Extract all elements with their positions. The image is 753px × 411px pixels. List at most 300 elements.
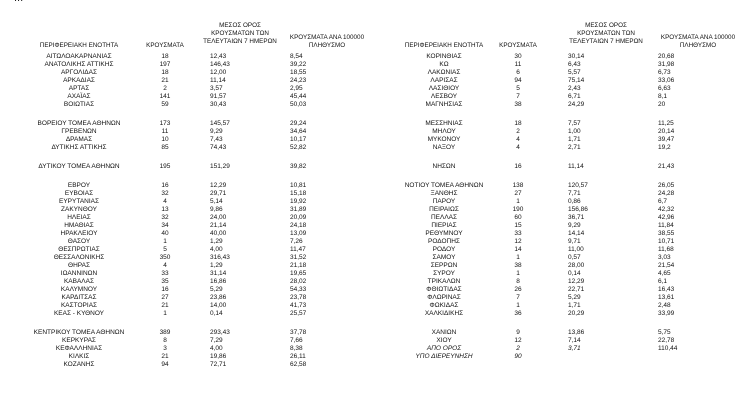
left-cases-cell: 40 bbox=[161, 230, 169, 237]
left-avg7-cell: 5,14 bbox=[210, 198, 223, 205]
header-avg7-right bbox=[560, 22, 652, 46]
left-cases-cell: 35 bbox=[161, 278, 169, 285]
left-region-cell: ΚΕΡΚΥΡΑΣ bbox=[62, 337, 96, 344]
right-cases-cell: 12 bbox=[514, 238, 522, 245]
right-cases-cell: 16 bbox=[514, 163, 522, 170]
right-per100k-cell: 26,05 bbox=[658, 182, 675, 189]
left-avg7-cell: 11,14 bbox=[210, 77, 226, 84]
right-avg7-cell: 0,14 bbox=[568, 270, 581, 277]
right-region-cell: ΥΠΟ ΔΙΕΡΕΥΝΗΣΗ bbox=[415, 353, 473, 360]
left-per100k-cell: 7,26 bbox=[290, 238, 303, 245]
right-avg7-cell: 13,86 bbox=[568, 329, 585, 336]
right-avg7-cell: 1,71 bbox=[568, 302, 581, 309]
right-per100k-cell: 13,61 bbox=[658, 294, 675, 301]
left-region-cell: ΑΡΓΟΛΙΔΑΣ bbox=[60, 69, 98, 76]
right-per100k-cell: 6,1 bbox=[658, 278, 668, 285]
left-avg7-cell: 12,00 bbox=[210, 69, 227, 76]
right-per100k-cell: 33,99 bbox=[658, 310, 675, 317]
right-region-cell: ΣΥΡΟΥ bbox=[433, 270, 455, 277]
right-per100k-cell: 11,84 bbox=[658, 222, 674, 229]
right-per100k-cell: 31,98 bbox=[658, 61, 675, 68]
right-avg7-cell: 14,14 bbox=[568, 230, 585, 237]
left-per100k-cell: 15,18 bbox=[290, 190, 307, 197]
right-cases-cell: 18 bbox=[514, 120, 522, 127]
header-per100k-line1: ΚΡΟΥΣΜΑΤΑ ΑΝΑ 100000 bbox=[660, 34, 736, 41]
right-region-cell: ΚΩ bbox=[439, 61, 449, 68]
left-region-cell: ΗΛΕΙΑΣ bbox=[67, 214, 91, 221]
table-row bbox=[0, 246, 753, 254]
left-per100k-cell: 54,33 bbox=[290, 286, 307, 293]
right-cases-cell: 14 bbox=[514, 246, 522, 253]
right-per100k-cell: 39,47 bbox=[658, 136, 675, 143]
right-cases-cell: 5 bbox=[516, 85, 520, 92]
left-avg7-cell: 3,57 bbox=[210, 85, 223, 92]
right-per100k-cell: 33,06 bbox=[658, 77, 675, 84]
left-cases-cell: 16 bbox=[161, 182, 169, 189]
right-per100k-cell: 6,7 bbox=[658, 198, 668, 205]
right-cases-cell: 7 bbox=[516, 294, 520, 301]
right-cases-cell: 2 bbox=[516, 345, 520, 352]
left-per100k-cell: 28,02 bbox=[290, 278, 307, 285]
table-row bbox=[0, 222, 753, 230]
left-avg7-cell: 4,00 bbox=[210, 345, 223, 352]
table-row bbox=[0, 238, 753, 246]
right-avg7-cell: 9,29 bbox=[568, 222, 581, 229]
right-per100k-cell: 20 bbox=[658, 101, 666, 108]
header-per100k-line2: ΠΛΗΘΥΣΜΟ bbox=[679, 42, 717, 49]
left-region-cell: ΚΕΦΑΛΛΗΝΙΑΣ bbox=[55, 345, 103, 352]
left-cases-cell: 21 bbox=[161, 302, 169, 309]
header-per100k-line1: ΚΡΟΥΣΜΑΤΑ ΑΝΑ 100000 bbox=[289, 34, 365, 41]
left-avg7-cell: 4,00 bbox=[210, 246, 223, 253]
left-region-cell: ΘΕΣΣΑΛΟΝΙΚΗΣ bbox=[53, 254, 105, 261]
left-cases-cell: 13 bbox=[161, 206, 169, 213]
right-avg7-cell: 75,14 bbox=[568, 77, 585, 84]
right-avg7-cell: 11,00 bbox=[568, 246, 584, 253]
left-avg7-cell: 72,71 bbox=[210, 361, 227, 368]
table-row bbox=[0, 190, 753, 198]
right-cases-cell: 30 bbox=[514, 53, 522, 60]
right-avg7-cell: 20,29 bbox=[568, 310, 585, 317]
header-cases-right: ΚΡΟΥΣΜΑΤΑ bbox=[499, 42, 537, 49]
left-per100k-cell: 2,95 bbox=[290, 85, 303, 92]
right-avg7-cell: 1,00 bbox=[568, 128, 581, 135]
right-avg7-cell: 30,14 bbox=[568, 53, 585, 60]
left-cases-cell: 389 bbox=[159, 329, 171, 336]
right-region-cell: ΠΙΕΡΙΑΣ bbox=[431, 222, 457, 229]
left-avg7-cell: 91,57 bbox=[210, 93, 227, 100]
table-row bbox=[0, 214, 753, 222]
right-avg7-cell: 2,71 bbox=[568, 144, 581, 151]
right-avg7-cell: 5,29 bbox=[568, 294, 581, 301]
table-row bbox=[0, 278, 753, 286]
right-cases-cell: 2 bbox=[516, 128, 520, 135]
right-cases-cell: 60 bbox=[514, 214, 522, 221]
left-region-cell: ΓΡΕΒΕΝΩΝ bbox=[61, 128, 97, 135]
left-avg7-cell: 12,43 bbox=[210, 53, 227, 60]
left-avg7-cell: 9,29 bbox=[210, 128, 223, 135]
right-avg7-cell: 6,71 bbox=[568, 93, 581, 100]
right-region-cell: ΝΑΞΟΥ bbox=[432, 144, 456, 151]
left-per100k-cell: 19,65 bbox=[290, 270, 307, 277]
left-per100k-cell: 52,82 bbox=[290, 144, 307, 151]
table-row bbox=[0, 144, 753, 152]
right-region-cell: ΡΟΔΟΥ bbox=[432, 246, 456, 253]
right-avg7-cell: 36,71 bbox=[568, 214, 585, 221]
right-region-cell: ΛΕΣΒΟΥ bbox=[430, 93, 458, 100]
header-avg7-line2: ΚΡΟΥΣΜΑΤΩΝ ΤΩΝ bbox=[577, 30, 635, 37]
left-region-cell: ΚΟΖΑΝΗΣ bbox=[63, 361, 95, 368]
left-cases-cell: 2 bbox=[163, 85, 167, 92]
left-region-cell: ΗΡΑΚΛΕΙΟΥ bbox=[60, 230, 98, 237]
left-per100k-cell: 20,09 bbox=[290, 214, 307, 221]
left-avg7-cell: 7,29 bbox=[210, 337, 223, 344]
header-avg7-line3: ΤΕΛΕΥΤΑΙΩΝ 7 ΗΜΕΡΩΝ bbox=[569, 38, 643, 45]
right-avg7-cell: 0,57 bbox=[568, 254, 581, 261]
right-avg7-cell: 7,71 bbox=[568, 190, 581, 197]
left-cases-cell: 4 bbox=[163, 198, 167, 205]
left-region-cell: ΑΡΤΑΣ bbox=[68, 85, 90, 92]
left-cases-cell: 59 bbox=[161, 101, 169, 108]
table-row bbox=[0, 302, 753, 310]
right-per100k-cell: 6,73 bbox=[658, 69, 671, 76]
right-avg7-cell: 3,71 bbox=[568, 345, 581, 352]
left-per100k-cell: 18,55 bbox=[290, 69, 307, 76]
right-region-cell: ΧΙΟΥ bbox=[436, 337, 452, 344]
right-avg7-cell: 2,43 bbox=[568, 85, 581, 92]
table-row bbox=[0, 337, 753, 345]
table-row bbox=[0, 69, 753, 77]
left-region-cell: ΚΕΑΣ - ΚΥΘΝΟΥ bbox=[53, 310, 105, 317]
left-avg7-cell: 74,43 bbox=[210, 144, 227, 151]
left-region-cell: ΑΧΑΪΑΣ bbox=[67, 93, 91, 100]
left-cases-cell: 197 bbox=[159, 61, 171, 68]
left-per100k-cell: 31,52 bbox=[290, 254, 307, 261]
left-per100k-cell: 39,82 bbox=[290, 163, 307, 170]
right-per100k-cell: 24,28 bbox=[658, 190, 675, 197]
right-region-cell: ΦΘΙΩΤΙΔΑΣ bbox=[426, 286, 462, 293]
left-per100k-cell: 24,18 bbox=[290, 222, 307, 229]
left-avg7-cell: 316,43 bbox=[210, 254, 230, 261]
left-cases-cell: 21 bbox=[161, 77, 169, 84]
header-region-left: ΠΕΡΙΦΕΡΕΙΑΚΗ ΕΝΟΤΗΤΑ bbox=[39, 42, 119, 49]
left-per100k-cell: 29,24 bbox=[290, 120, 307, 127]
right-per100k-cell: 20,68 bbox=[658, 53, 675, 60]
left-avg7-cell: 24,00 bbox=[210, 214, 227, 221]
right-region-cell: ΣΑΜΟΥ bbox=[432, 254, 456, 261]
right-cases-cell: 1 bbox=[516, 198, 520, 205]
right-region-cell: ΣΕΡΡΩΝ bbox=[430, 262, 458, 269]
left-avg7-cell: 293,43 bbox=[210, 329, 230, 336]
right-region-cell: ΦΛΩΡΙΝΑΣ bbox=[427, 294, 461, 301]
right-cases-cell: 1 bbox=[516, 254, 520, 261]
header-avg7-line3: ΤΕΛΕΥΤΑΙΩΝ 7 ΗΜΕΡΩΝ bbox=[203, 38, 277, 45]
table-row bbox=[0, 294, 753, 302]
left-avg7-cell: 40,00 bbox=[210, 230, 227, 237]
right-per100k-cell: 11,25 bbox=[658, 120, 674, 127]
header-per100k-right bbox=[650, 34, 746, 50]
right-region-cell: ΜΗΛΟΥ bbox=[432, 128, 456, 135]
right-region-cell: ΠΑΡΟΥ bbox=[432, 198, 456, 205]
left-per100k-cell: 25,57 bbox=[290, 310, 307, 317]
right-region-cell: ΠΕΙΡΑΙΩΣ bbox=[429, 206, 459, 213]
right-avg7-cell: 9,71 bbox=[568, 238, 581, 245]
right-cases-cell: 4 bbox=[516, 136, 520, 143]
table-row bbox=[0, 136, 753, 144]
left-per100k-cell: 31,89 bbox=[290, 206, 307, 213]
right-region-cell: ΦΩΚΙΔΑΣ bbox=[429, 302, 459, 309]
right-cases-cell: 15 bbox=[514, 222, 522, 229]
table-row bbox=[0, 198, 753, 206]
right-cases-cell: 6 bbox=[516, 69, 520, 76]
header-avg7-line2: ΚΡΟΥΣΜΑΤΩΝ ΤΩΝ bbox=[211, 30, 269, 37]
table-row bbox=[0, 310, 753, 318]
table-row bbox=[0, 128, 753, 136]
header-avg7-line1: ΜΕΣΟΣ ΟΡΟΣ bbox=[585, 22, 627, 29]
left-per100k-cell: 13,09 bbox=[290, 230, 307, 237]
left-avg7-cell: 30,43 bbox=[210, 101, 227, 108]
left-cases-cell: 11 bbox=[161, 128, 169, 135]
header-per100k-line2: ΠΛΗΘΥΣΜΟ bbox=[308, 42, 346, 49]
left-region-cell: ΗΜΑΘΙΑΣ bbox=[64, 222, 94, 229]
right-region-cell: ΜΑΓΝΗΣΙΑΣ bbox=[425, 101, 463, 108]
left-avg7-cell: 146,43 bbox=[210, 61, 230, 68]
left-region-cell: ΚΑΒΑΛΑΣ bbox=[63, 278, 95, 285]
left-cases-cell: 32 bbox=[161, 190, 169, 197]
left-cases-cell: 173 bbox=[159, 120, 171, 127]
left-region-cell: ΒΟΡΕΙΟΥ ΤΟΜΕΑ ΑΘΗΝΩΝ bbox=[37, 120, 121, 127]
page-top-text bbox=[14, 0, 23, 4]
left-cases-cell: 8 bbox=[163, 337, 167, 344]
right-region-cell: ΛΑΚΩΝΙΑΣ bbox=[427, 69, 461, 76]
left-region-cell: ΚΙΛΚΙΣ bbox=[68, 353, 90, 360]
left-region-cell: ΔΡΑΜΑΣ bbox=[65, 136, 93, 143]
right-cases-cell: 190 bbox=[512, 206, 524, 213]
right-per100k-cell: 4,65 bbox=[658, 270, 671, 277]
left-cases-cell: 4 bbox=[163, 262, 167, 269]
right-avg7-cell: 1,71 bbox=[568, 136, 581, 143]
right-cases-cell: 26 bbox=[514, 286, 522, 293]
right-region-cell: ΝΟΤΙΟΥ ΤΟΜΕΑ ΑΘΗΝΩΝ bbox=[404, 182, 484, 189]
right-per100k-cell: 16,43 bbox=[658, 286, 675, 293]
right-cases-cell: 12 bbox=[514, 337, 522, 344]
right-per100k-cell: 20,14 bbox=[658, 128, 675, 135]
table-row bbox=[0, 93, 753, 101]
left-cases-cell: 27 bbox=[161, 294, 169, 301]
table-row bbox=[0, 101, 753, 109]
right-per100k-cell: 5,75 bbox=[658, 329, 671, 336]
left-per100k-cell: 24,23 bbox=[290, 77, 307, 84]
left-avg7-cell: 14,00 bbox=[210, 302, 227, 309]
right-per100k-cell: 11,68 bbox=[658, 246, 674, 253]
table-row bbox=[0, 262, 753, 270]
left-per100k-cell: 37,78 bbox=[290, 329, 307, 336]
table-row bbox=[0, 270, 753, 278]
left-avg7-cell: 31,14 bbox=[210, 270, 227, 277]
left-region-cell: ΕΥΒΟΙΑΣ bbox=[64, 190, 94, 197]
right-cases-cell: 11 bbox=[514, 61, 522, 68]
left-region-cell: ΘΗΡΑΣ bbox=[68, 262, 90, 269]
table-row bbox=[0, 120, 753, 128]
left-region-cell: ΑΡΚΑΔΙΑΣ bbox=[63, 77, 95, 84]
right-region-cell: ΛΑΡΙΣΑΣ bbox=[430, 77, 458, 84]
right-per100k-cell: 38,55 bbox=[658, 230, 675, 237]
right-cases-cell: 36 bbox=[514, 310, 522, 317]
table-row bbox=[0, 230, 753, 238]
right-region-cell: ΜΥΚΟΝΟΥ bbox=[427, 136, 461, 143]
right-cases-cell: 1 bbox=[516, 302, 520, 309]
left-cases-cell: 141 bbox=[159, 93, 171, 100]
left-cases-cell: 1 bbox=[163, 310, 167, 317]
left-avg7-cell: 1,29 bbox=[210, 238, 223, 245]
left-cases-cell: 18 bbox=[161, 53, 169, 60]
right-cases-cell: 9 bbox=[516, 329, 520, 336]
left-cases-cell: 350 bbox=[159, 254, 171, 261]
left-per100k-cell: 8,38 bbox=[290, 345, 303, 352]
right-per100k-cell: 21,43 bbox=[658, 163, 675, 170]
right-per100k-cell: 3,03 bbox=[658, 254, 671, 261]
table-row bbox=[0, 254, 753, 262]
right-avg7-cell: 0,86 bbox=[568, 198, 581, 205]
right-region-cell: ΑΠΟ ΟΡΟΣ bbox=[426, 345, 462, 352]
left-region-cell: ΔΥΤΙΚΟΥ ΤΟΜΕΑ ΑΘΗΝΩΝ bbox=[38, 163, 120, 170]
left-cases-cell: 21 bbox=[161, 353, 169, 360]
right-avg7-cell: 6,43 bbox=[568, 61, 581, 68]
right-cases-cell: 38 bbox=[514, 101, 522, 108]
right-per100k-cell: 21,54 bbox=[658, 262, 675, 269]
left-cases-cell: 32 bbox=[161, 214, 169, 221]
left-cases-cell: 85 bbox=[161, 144, 169, 151]
left-per100k-cell: 26,11 bbox=[290, 353, 306, 360]
right-per100k-cell: 2,48 bbox=[658, 302, 671, 309]
left-cases-cell: 10 bbox=[161, 136, 169, 143]
left-region-cell: ΕΥΡΥΤΑΝΙΑΣ bbox=[58, 198, 100, 205]
right-region-cell: ΜΕΣΣΗΝΙΑΣ bbox=[425, 120, 463, 127]
left-cases-cell: 16 bbox=[161, 286, 169, 293]
left-per100k-cell: 41,73 bbox=[290, 302, 307, 309]
right-cases-cell: 1 bbox=[516, 270, 520, 277]
left-avg7-cell: 16,86 bbox=[210, 278, 227, 285]
right-avg7-cell: 24,29 bbox=[568, 101, 585, 108]
right-avg7-cell: 156,86 bbox=[568, 206, 588, 213]
left-per100k-cell: 10,81 bbox=[290, 182, 307, 189]
left-avg7-cell: 1,29 bbox=[210, 262, 223, 269]
right-per100k-cell: 110,44 bbox=[658, 345, 678, 352]
left-region-cell: ΚΕΝΤΡΙΚΟΥ ΤΟΜΕΑ ΑΘΗΝΩΝ bbox=[33, 329, 125, 336]
right-avg7-cell: 22,71 bbox=[568, 286, 585, 293]
table-row bbox=[0, 345, 753, 353]
left-region-cell: ΚΑΛΥΜΝΟΥ bbox=[60, 286, 98, 293]
right-region-cell: ΤΡΙΚΑΛΩΝ bbox=[427, 278, 461, 285]
table-row bbox=[0, 85, 753, 93]
left-per100k-cell: 45,44 bbox=[290, 93, 307, 100]
right-avg7-cell: 7,57 bbox=[568, 120, 581, 127]
left-cases-cell: 195 bbox=[159, 163, 171, 170]
left-avg7-cell: 7,43 bbox=[210, 136, 223, 143]
left-per100k-cell: 8,54 bbox=[290, 53, 303, 60]
left-cases-cell: 3 bbox=[163, 345, 167, 352]
right-per100k-cell: 42,32 bbox=[658, 206, 675, 213]
left-avg7-cell: 29,71 bbox=[210, 190, 227, 197]
left-avg7-cell: 23,86 bbox=[210, 294, 227, 301]
table-row bbox=[0, 329, 753, 337]
header-cases-left: ΚΡΟΥΣΜΑΤΑ bbox=[146, 42, 184, 49]
left-per100k-cell: 39,22 bbox=[290, 61, 307, 68]
right-cases-cell: 7 bbox=[516, 93, 520, 100]
header-avg7-left bbox=[198, 22, 282, 46]
table-row bbox=[0, 182, 753, 190]
left-region-cell: ΚΑΣΤΟΡΙΑΣ bbox=[60, 302, 98, 309]
right-per100k-cell: 10,71 bbox=[658, 238, 675, 245]
right-cases-cell: 90 bbox=[514, 353, 522, 360]
right-per100k-cell: 19,2 bbox=[658, 144, 671, 151]
right-avg7-cell: 12,29 bbox=[568, 278, 585, 285]
right-per100k-cell: 6,63 bbox=[658, 85, 671, 92]
right-region-cell: ΧΑΛΚΙΔΙΚΗΣ bbox=[424, 310, 464, 317]
right-avg7-cell: 11,14 bbox=[568, 163, 584, 170]
table-row bbox=[0, 206, 753, 214]
right-per100k-cell: 8,1 bbox=[658, 93, 668, 100]
left-avg7-cell: 151,29 bbox=[210, 163, 230, 170]
left-avg7-cell: 12,29 bbox=[210, 182, 227, 189]
right-region-cell: ΠΕΛΛΑΣ bbox=[430, 214, 458, 221]
left-per100k-cell: 7,66 bbox=[290, 337, 303, 344]
left-region-cell: ΖΑΚΥΝΘΟΥ bbox=[61, 206, 97, 213]
table-row bbox=[0, 61, 753, 69]
right-avg7-cell: 7,14 bbox=[568, 337, 581, 344]
left-avg7-cell: 5,29 bbox=[210, 286, 223, 293]
left-per100k-cell: 21,18 bbox=[290, 262, 307, 269]
left-cases-cell: 18 bbox=[161, 69, 169, 76]
left-cases-cell: 1 bbox=[163, 238, 167, 245]
left-region-cell: ΔΥΤΙΚΗΣ ΑΤΤΙΚΗΣ bbox=[51, 144, 107, 151]
right-cases-cell: 27 bbox=[514, 190, 522, 197]
left-cases-cell: 94 bbox=[161, 361, 169, 368]
left-per100k-cell: 34,64 bbox=[290, 128, 307, 135]
right-avg7-cell: 5,57 bbox=[568, 69, 581, 76]
table-row bbox=[0, 53, 753, 61]
left-cases-cell: 34 bbox=[161, 222, 169, 229]
header-per100k-left bbox=[284, 34, 370, 50]
right-avg7-cell: 120,57 bbox=[568, 182, 588, 189]
right-region-cell: ΛΑΣΙΘΙΟΥ bbox=[428, 85, 460, 92]
left-per100k-cell: 19,92 bbox=[290, 198, 307, 205]
page-top-text-fragment bbox=[0, 0, 753, 16]
right-cases-cell: 33 bbox=[514, 230, 522, 237]
right-region-cell: ΧΑΝΙΩΝ bbox=[431, 329, 457, 336]
left-region-cell: ΚΑΡΔΙΤΣΑΣ bbox=[61, 294, 97, 301]
right-region-cell: ΚΟΡΙΝΘΙΑΣ bbox=[426, 53, 462, 60]
left-per100k-cell: 10,17 bbox=[290, 136, 307, 143]
left-avg7-cell: 145,57 bbox=[210, 120, 230, 127]
left-cases-cell: 5 bbox=[163, 246, 167, 253]
left-avg7-cell: 9,86 bbox=[210, 206, 223, 213]
left-per100k-cell: 23,78 bbox=[290, 294, 307, 301]
left-avg7-cell: 0,14 bbox=[210, 310, 223, 317]
right-cases-cell: 38 bbox=[514, 262, 522, 269]
table-row bbox=[0, 77, 753, 85]
table-row bbox=[0, 361, 753, 369]
left-region-cell: ΘΑΣΟΥ bbox=[67, 238, 91, 245]
table-row bbox=[0, 163, 753, 171]
header-region-right: ΠΕΡΙΦΕΡΕΙΑΚΗ ΕΝΟΤΗΤΑ bbox=[404, 42, 484, 49]
right-per100k-cell: 22,78 bbox=[658, 337, 675, 344]
right-per100k-cell: 42,96 bbox=[658, 214, 675, 221]
left-per100k-cell: 50,03 bbox=[290, 101, 307, 108]
left-region-cell: ΙΩΑΝΝΙΝΩΝ bbox=[60, 270, 98, 277]
left-region-cell: ΘΕΣΠΡΩΤΙΑΣ bbox=[58, 246, 100, 253]
right-cases-cell: 4 bbox=[516, 144, 520, 151]
